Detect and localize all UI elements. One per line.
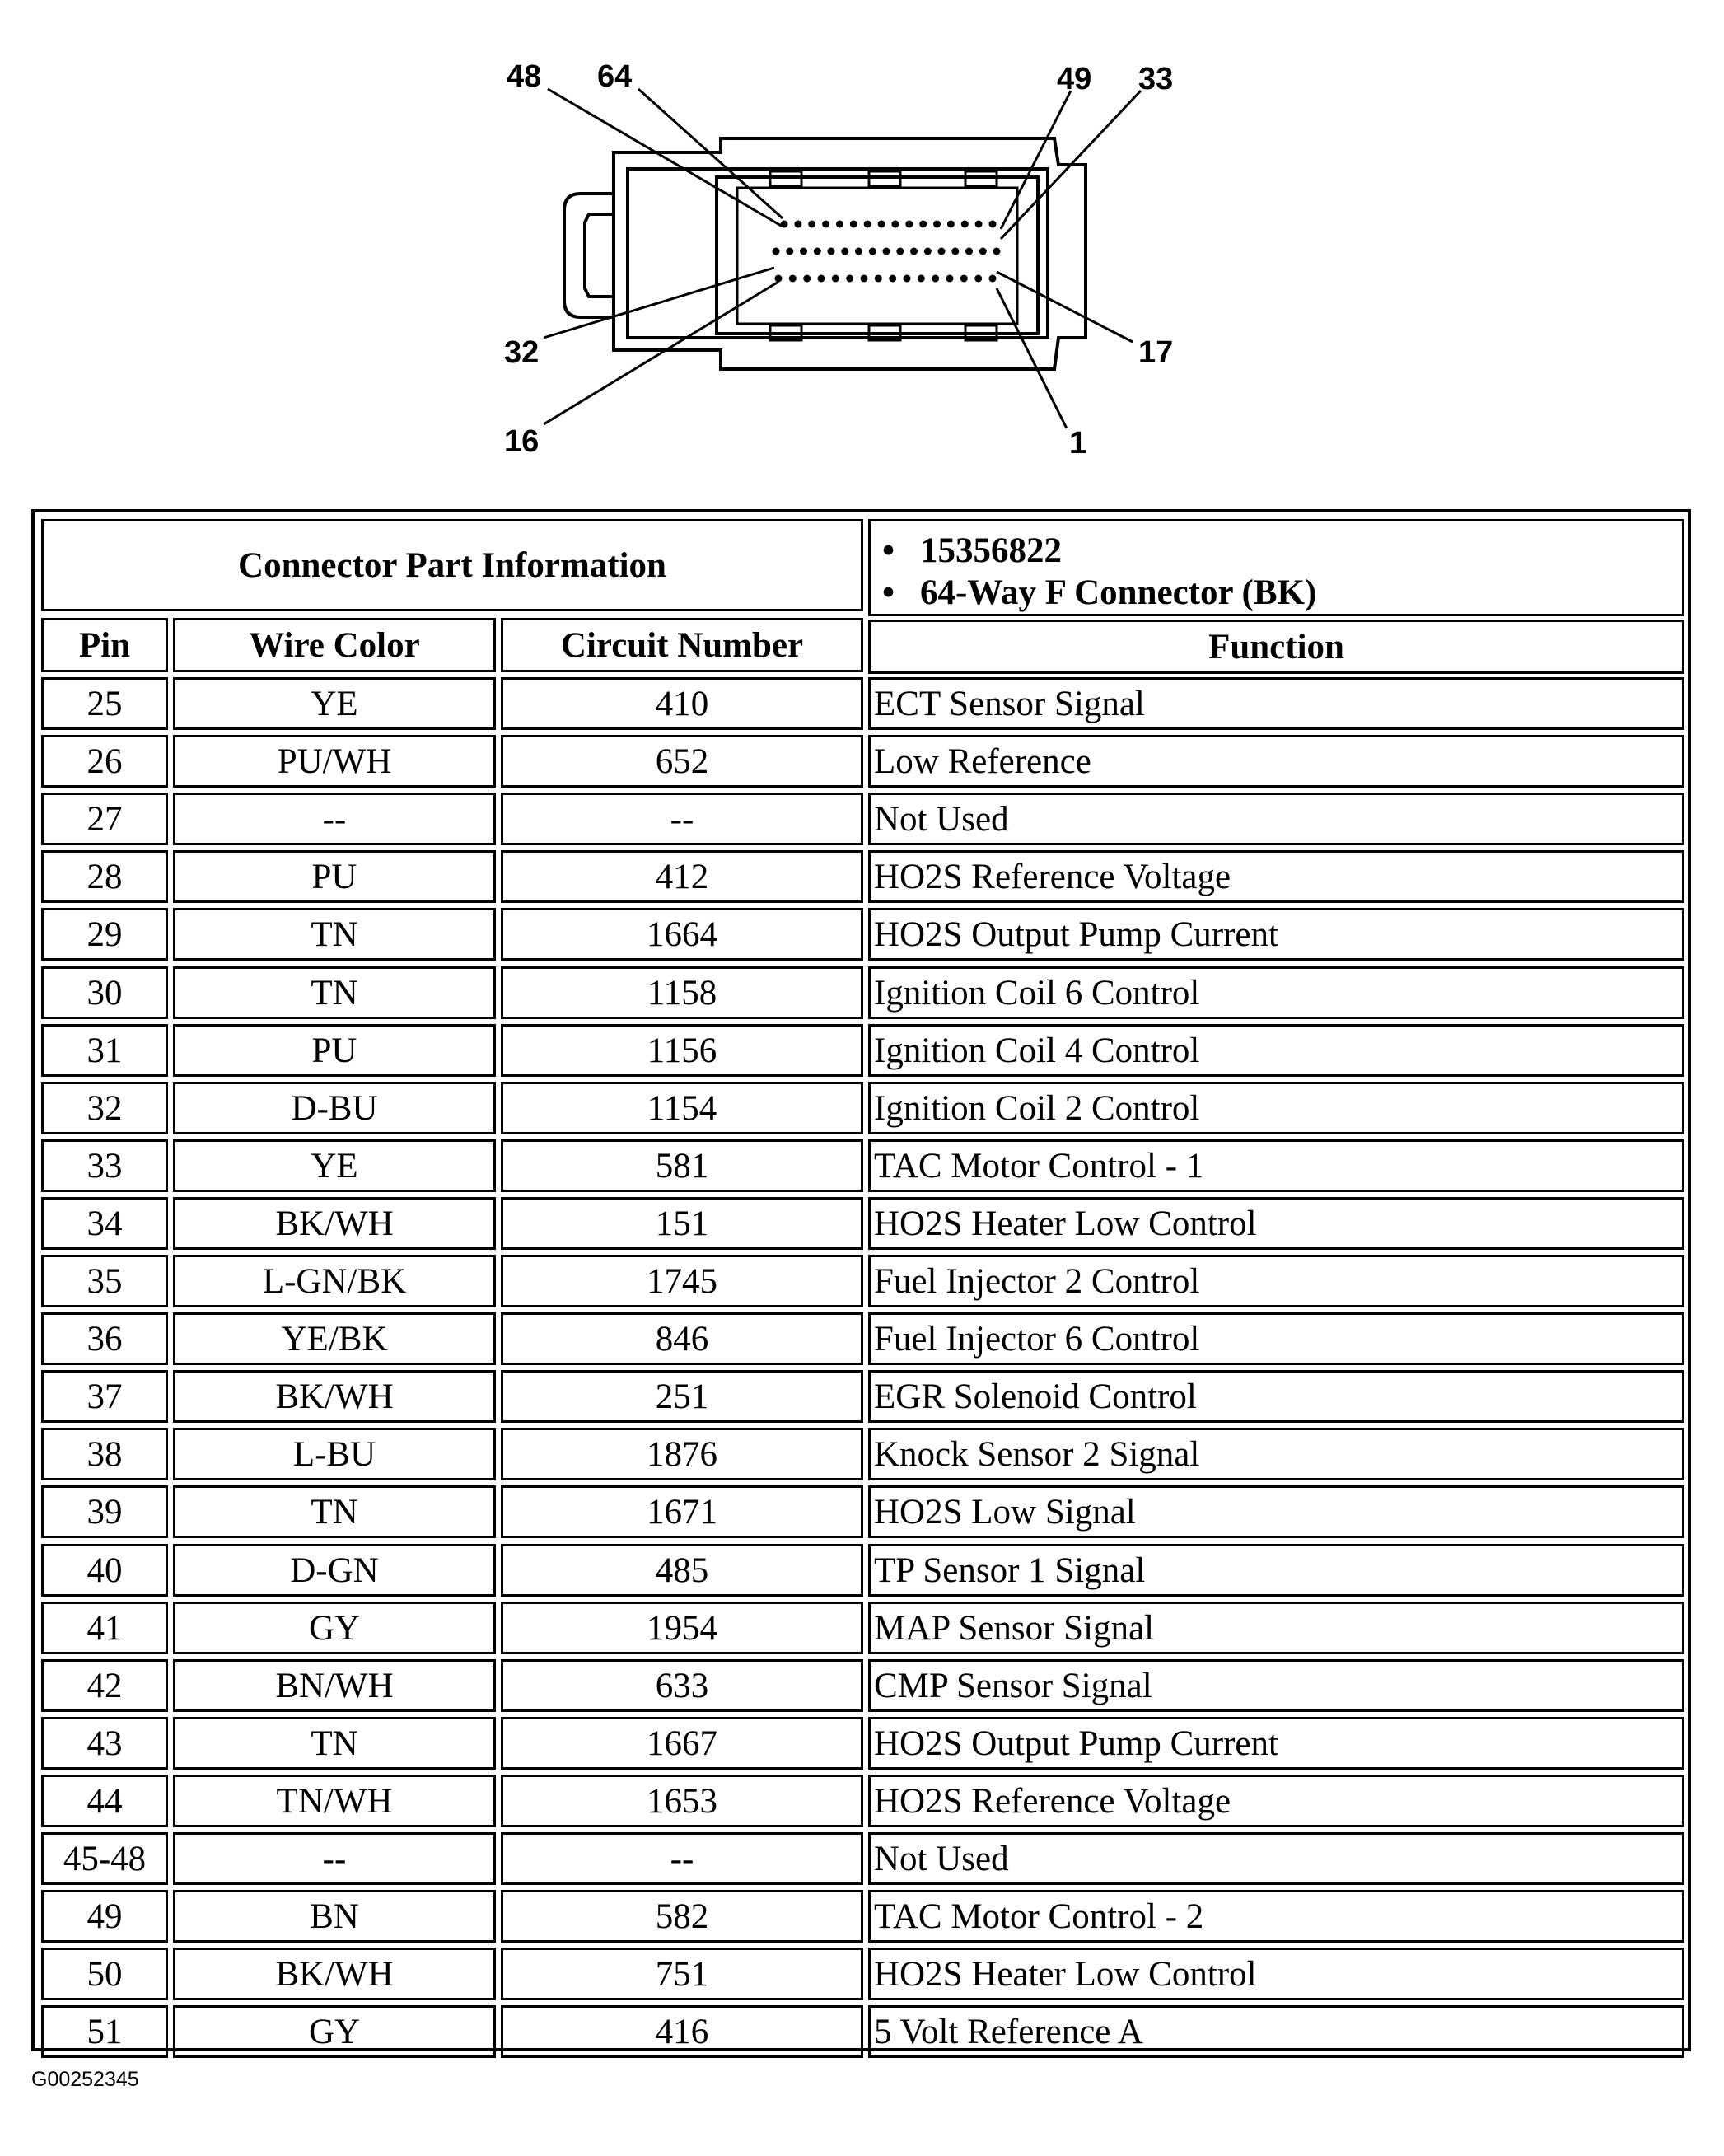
cell-circuit-number: 846 (501, 1312, 863, 1365)
cell-function: CMP Sensor Signal (868, 1659, 1684, 1712)
pin-dot (938, 248, 946, 255)
pin-dot (896, 248, 904, 255)
pin-dot (875, 275, 882, 283)
cell-wire-color: PU/WH (173, 735, 496, 788)
cell-pin: 38 (41, 1428, 168, 1480)
cell-circuit-number: 1671 (501, 1485, 863, 1538)
pin-dot (965, 248, 973, 255)
pin-label-48: 48 (507, 59, 542, 94)
pin-dot (910, 248, 918, 255)
cell-function: Fuel Injector 6 Control (868, 1312, 1684, 1365)
pin-dot (878, 221, 885, 228)
cell-circuit-number: 412 (501, 850, 863, 903)
pin-dot (975, 221, 983, 228)
cell-pin: 51 (41, 2005, 168, 2058)
cell-circuit-number: 1876 (501, 1428, 863, 1480)
cell-wire-color: BK/WH (173, 1370, 496, 1423)
pin-label-17: 17 (1138, 335, 1174, 370)
cell-circuit-number: 1653 (501, 1775, 863, 1827)
header-pin: Pin (41, 618, 168, 672)
pin-dot (932, 275, 939, 283)
cell-circuit-number: 582 (501, 1890, 863, 1943)
pin-dot (822, 221, 829, 228)
pin-dot (850, 221, 857, 228)
header-circuit-number: Circuit Number (501, 618, 863, 672)
cell-circuit-number: -- (501, 1832, 863, 1885)
pin-dot (905, 221, 913, 228)
pin-label-49: 49 (1057, 62, 1092, 96)
cell-pin: 41 (41, 1602, 168, 1654)
cell-pin: 34 (41, 1197, 168, 1250)
cell-function: TP Sensor 1 Signal (868, 1544, 1684, 1597)
pin-dot (918, 275, 925, 283)
pin-dot (800, 248, 807, 255)
pin-dot (869, 248, 876, 255)
cell-function: Not Used (868, 1832, 1684, 1885)
pin-dot (786, 248, 793, 255)
cell-circuit-number: 633 (501, 1659, 863, 1712)
cell-wire-color: -- (173, 793, 496, 845)
pin-dot (775, 275, 783, 283)
pin-dot (889, 275, 896, 283)
cell-pin: 50 (41, 1948, 168, 2000)
pin-dot (808, 221, 815, 228)
cell-pin: 25 (41, 677, 168, 730)
cell-circuit-number: 1158 (501, 966, 863, 1019)
cell-circuit-number: 751 (501, 1948, 863, 2000)
pin-cavity-frame (717, 177, 1038, 334)
cell-function: HO2S Reference Voltage (868, 850, 1684, 903)
cell-pin: 26 (41, 735, 168, 788)
pin-dot (989, 221, 997, 228)
cell-wire-color: TN (173, 966, 496, 1019)
cell-wire-color: TN (173, 908, 496, 961)
cell-pin: 43 (41, 1717, 168, 1770)
cell-function: Ignition Coil 4 Control (868, 1024, 1684, 1077)
cell-circuit-number: 581 (501, 1139, 863, 1192)
cell-pin: 27 (41, 793, 168, 845)
cell-function: Ignition Coil 6 Control (868, 966, 1684, 1019)
cell-wire-color: BK/WH (173, 1197, 496, 1250)
cell-function: HO2S Output Pump Current (868, 908, 1684, 961)
pin-dot (832, 275, 839, 283)
cell-circuit-number: 251 (501, 1370, 863, 1423)
cell-wire-color: YE/BK (173, 1312, 496, 1365)
cell-circuit-number: 416 (501, 2005, 863, 2058)
cell-function: HO2S Output Pump Current (868, 1717, 1684, 1770)
cell-function: TAC Motor Control - 1 (868, 1139, 1684, 1192)
cell-function: Not Used (868, 793, 1684, 845)
cell-wire-color: -- (173, 1832, 496, 1885)
cell-wire-color: L-GN/BK (173, 1255, 496, 1307)
pin-dot (846, 275, 853, 283)
cell-wire-color: D-BU (173, 1082, 496, 1134)
cell-circuit-number: 1745 (501, 1255, 863, 1307)
cell-pin: 29 (41, 908, 168, 961)
cell-pin: 32 (41, 1082, 168, 1134)
pin-dot (855, 248, 862, 255)
pin-dot (979, 248, 987, 255)
pin-dot (794, 221, 801, 228)
cell-wire-color: BN/WH (173, 1659, 496, 1712)
pin-dot (864, 221, 871, 228)
pin-dot (947, 221, 955, 228)
cell-function: HO2S Reference Voltage (868, 1775, 1684, 1827)
cell-circuit-number: 151 (501, 1197, 863, 1250)
cell-wire-color: D-GN (173, 1544, 496, 1597)
cell-circuit-number: 1664 (501, 908, 863, 961)
part-number: 15356822 (920, 531, 1062, 570)
pinout-table (31, 509, 1691, 2051)
cell-circuit-number: 1154 (501, 1082, 863, 1134)
pin-dot (789, 275, 797, 283)
pin-dot (841, 248, 848, 255)
pin-dot (904, 275, 911, 283)
cell-circuit-number: 485 (501, 1544, 863, 1597)
cell-function: Ignition Coil 2 Control (868, 1082, 1684, 1134)
cell-function: ECT Sensor Signal (868, 677, 1684, 730)
cell-circuit-number: 410 (501, 677, 863, 730)
cell-circuit-number: 1156 (501, 1024, 863, 1077)
cell-wire-color: BK/WH (173, 1948, 496, 2000)
cell-wire-color: BN (173, 1890, 496, 1943)
pin-dot (946, 275, 954, 283)
leader-line-32 (544, 268, 774, 338)
figure-code: G00252345 (31, 2068, 139, 2091)
cell-function: Low Reference (868, 735, 1684, 788)
cell-pin: 33 (41, 1139, 168, 1192)
cell-wire-color: TN (173, 1717, 496, 1770)
cell-function: TAC Motor Control - 2 (868, 1890, 1684, 1943)
cell-pin: 49 (41, 1890, 168, 1943)
cell-pin: 28 (41, 850, 168, 903)
header-function: Function (868, 620, 1684, 674)
cell-pin: 39 (41, 1485, 168, 1538)
cell-pin: 42 (41, 1659, 168, 1712)
pin-dot (891, 221, 899, 228)
cell-wire-color: PU (173, 1024, 496, 1077)
pin-label-16: 16 (504, 424, 540, 459)
pin-dot (803, 275, 811, 283)
pin-dot (883, 248, 890, 255)
cell-pin: 40 (41, 1544, 168, 1597)
cell-wire-color: YE (173, 1139, 496, 1192)
cell-wire-color: GY (173, 1602, 496, 1654)
cell-function: HO2S Heater Low Control (868, 1197, 1684, 1250)
cell-circuit-number: 652 (501, 735, 863, 788)
pin-dot (974, 275, 982, 283)
cell-function: HO2S Low Signal (868, 1485, 1684, 1538)
pin-rows (773, 221, 1001, 283)
cell-function: EGR Solenoid Control (868, 1370, 1684, 1423)
pin-dot (924, 248, 932, 255)
pin-label-1: 1 (1069, 426, 1087, 461)
pin-dot (993, 248, 1001, 255)
pin-label-64: 64 (597, 59, 633, 94)
cell-circuit-number: 1954 (501, 1602, 863, 1654)
cell-wire-color: TN/WH (173, 1775, 496, 1827)
connector-latch-inner (585, 214, 614, 297)
connector-part-info-label: Connector Part Information (41, 519, 863, 611)
pin-dot (828, 248, 835, 255)
pin-dot (960, 275, 968, 283)
cell-pin: 36 (41, 1312, 168, 1365)
leader-line-48 (548, 89, 783, 227)
pin-dot (861, 275, 868, 283)
pin-dot (818, 275, 825, 283)
cell-pin: 35 (41, 1255, 168, 1307)
cell-function: Fuel Injector 2 Control (868, 1255, 1684, 1307)
pin-dot (836, 221, 843, 228)
cell-pin: 37 (41, 1370, 168, 1423)
connector-latch (564, 194, 614, 317)
connector-part-info: • 15356822 • 64-Way F Connector (BK) (868, 519, 1684, 616)
cell-wire-color: TN (173, 1485, 496, 1538)
pin-label-33: 33 (1138, 62, 1174, 96)
leader-line-33 (1001, 91, 1141, 239)
cell-pin: 31 (41, 1024, 168, 1077)
cell-pin: 45-48 (41, 1832, 168, 1885)
cell-pin: 44 (41, 1775, 168, 1827)
pin-dot (773, 248, 780, 255)
connector-diagram (0, 0, 1724, 494)
cell-wire-color: L-BU (173, 1428, 496, 1480)
pin-dot (919, 221, 927, 228)
cell-function: HO2S Heater Low Control (868, 1948, 1684, 2000)
pin-dot (814, 248, 821, 255)
pin-label-32: 32 (504, 335, 540, 370)
cell-circuit-number: 1667 (501, 1717, 863, 1770)
cell-pin: 30 (41, 966, 168, 1019)
cell-function: Knock Sensor 2 Signal (868, 1428, 1684, 1480)
connector-description: 64-Way F Connector (BK) (920, 573, 1317, 612)
pin-dot (951, 248, 959, 255)
pin-dot (933, 221, 941, 228)
cell-function: MAP Sensor Signal (868, 1602, 1684, 1654)
cell-wire-color: YE (173, 677, 496, 730)
cell-circuit-number: -- (501, 793, 863, 845)
header-wire-color: Wire Color (173, 618, 496, 672)
leader-line-49 (1001, 91, 1071, 229)
cell-wire-color: PU (173, 850, 496, 903)
pin-dot (961, 221, 969, 228)
cell-function: 5 Volt Reference A (868, 2005, 1684, 2058)
cell-wire-color: GY (173, 2005, 496, 2058)
pin-dot (989, 275, 997, 283)
